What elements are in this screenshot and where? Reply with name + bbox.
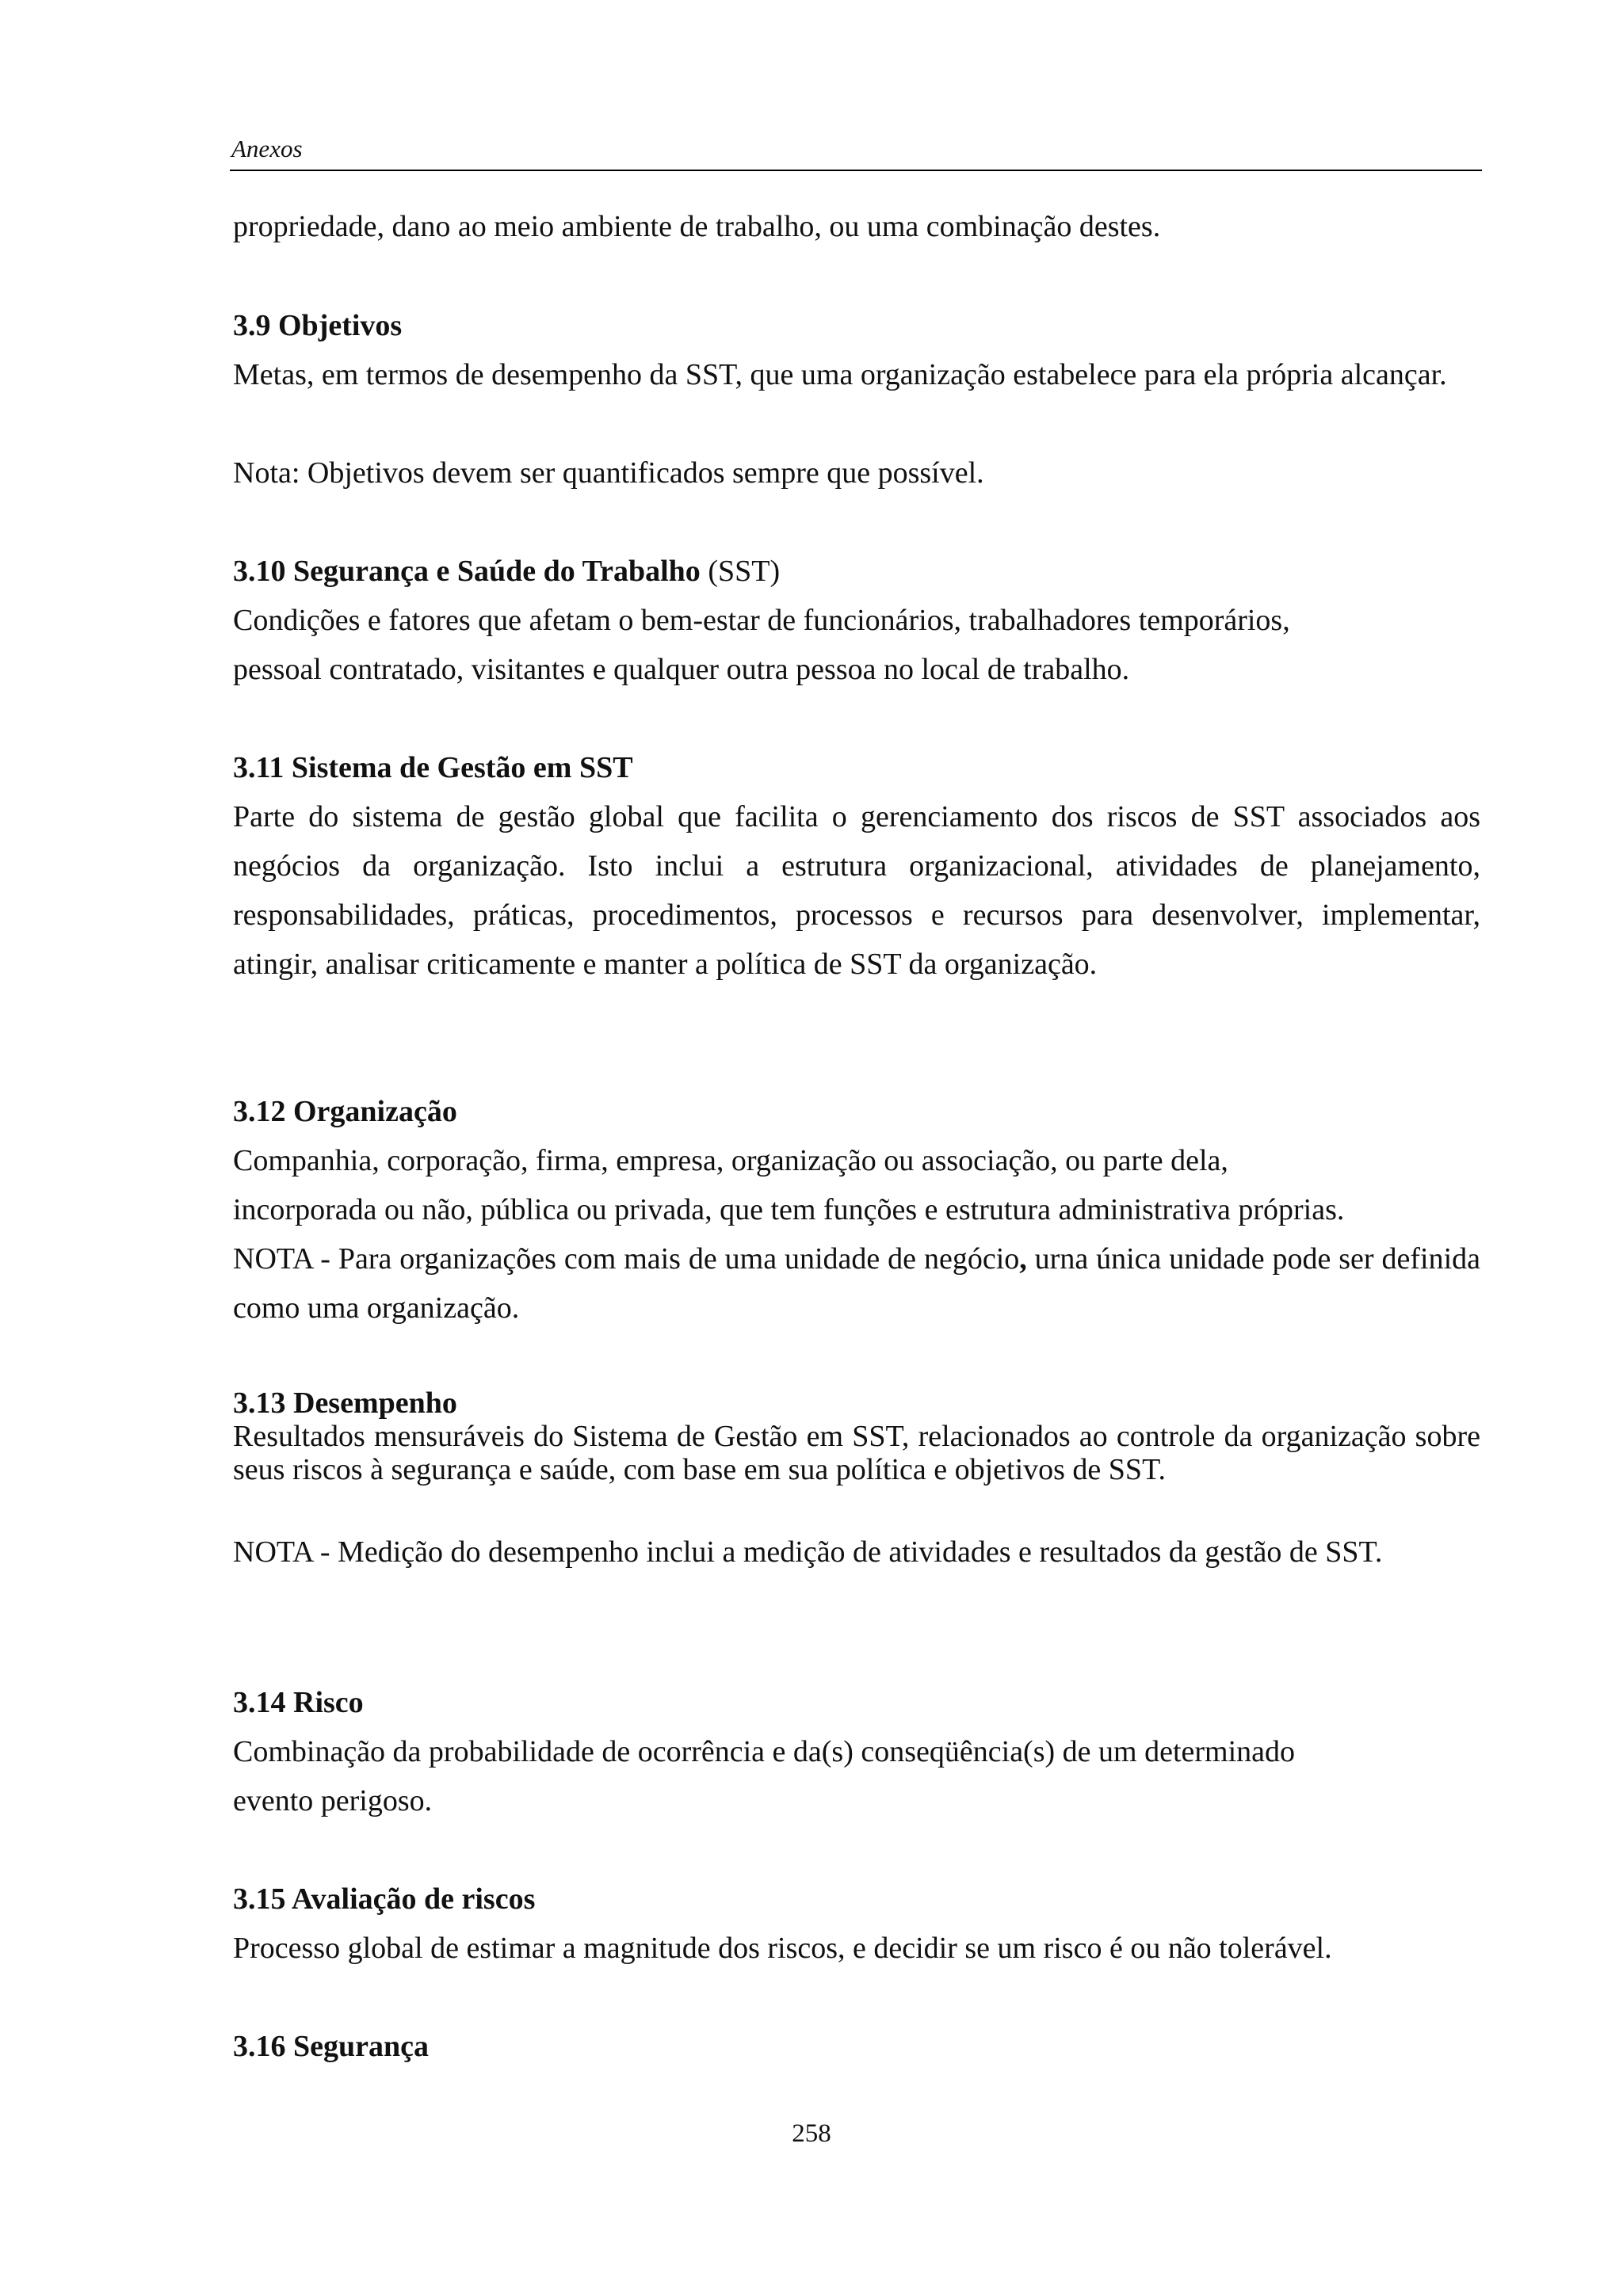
section-heading-3-13: 3.13 Desempenho <box>233 1386 457 1420</box>
page-header <box>230 133 1482 171</box>
section-heading-3-11: 3.11 Sistema de Gestão em SST <box>233 751 633 784</box>
section-heading-3-16: 3.16 Segurança <box>233 2030 429 2063</box>
section-3-9-paragraph: Metas, em termos de desempenho da SST, que uma organização estabelece para ela própria alcançar. <box>233 358 1447 391</box>
section-3-12-note-end: urna única unidade pode ser definida como uma organização. <box>233 1242 1480 1325</box>
section-3-12-note-comma: , <box>1019 1242 1027 1276</box>
header-title: Anexos <box>231 135 303 162</box>
section-3-9-note: Nota: Objetivos devem ser quantificados sempre que possível. <box>233 456 984 490</box>
section-heading-3-10-title: 3.10 Segurança e Saúde do Trabalho <box>233 555 701 588</box>
section-3-14-paragraph <box>233 1727 1480 1825</box>
section-3-15-paragraph: Processo global de estimar a magnitude dos riscos, e decidir se um risco é ou não tolerável. <box>233 1932 1332 1965</box>
section-heading-3-12: 3.12 Organização <box>233 1095 457 1128</box>
section-3-13-paragraph: Resultados mensuráveis do Sistema de Gestão em SST, relacionados ao controle da organização sobre seus riscos à segurança e saúde, com base em sua política e objetivos de SST. <box>233 1420 1480 1486</box>
section-3-10-line-2: pessoal contratado, visitantes e qualquer outra pessoa no local de trabalho. <box>233 653 1130 686</box>
section-heading-3-9: 3.9 Objetivos <box>233 309 403 342</box>
section-3-12-note <box>233 1234 1480 1333</box>
section-heading-3-14: 3.14 Risco <box>233 1686 364 1719</box>
section-3-14-line-1: Combinação da probabilidade de ocorrência e da(s) conseqüência(s) de um determinado <box>233 1735 1296 1768</box>
section-3-11-paragraph: Parte do sistema de gestão global que facilita o gerenciamento dos riscos de SST associados aos negócios da organização. Isto inclui a estrutura organizacional, atividades de planejamento, responsabilidades, práticas, procedimentos, processos e recursos para desenvolver, implementar, atingir, analisar criticamente e manter a política de SST da organização. <box>233 800 1480 981</box>
page-number: 258 <box>792 2119 831 2148</box>
section-3-14-line-2: evento perigoso. <box>233 1784 433 1817</box>
section-heading-3-10-suffix: (SST) <box>700 555 781 588</box>
intro-paragraph: propriedade, dano ao meio ambiente de trabalho, ou uma combinação destes. <box>233 210 1161 243</box>
section-3-10-line-1: Condições e fatores que afetam o bem-estar de funcionários, trabalhadores temporários, <box>233 604 1290 637</box>
section-heading-3-10 <box>233 547 780 596</box>
section-3-12-paragraph <box>233 1136 1480 1234</box>
section-heading-3-15: 3.15 Avaliação de riscos <box>233 1882 536 1916</box>
section-3-12-line-2: incorporada ou não, pública ou privada, que tem funções e estrutura administrativa próprias. <box>233 1193 1345 1226</box>
section-3-12-note-start: NOTA - Para organizações com mais de uma unidade de negócio <box>233 1242 1020 1276</box>
section-3-12-line-1: Companhia, corporação, firma, empresa, organização ou associação, ou parte dela, <box>233 1144 1228 1177</box>
section-3-13-note: NOTA - Medição do desempenho inclui a medição de atividades e resultados da gestão de SST. <box>233 1535 1383 1569</box>
section-3-10-paragraph <box>233 596 1480 694</box>
